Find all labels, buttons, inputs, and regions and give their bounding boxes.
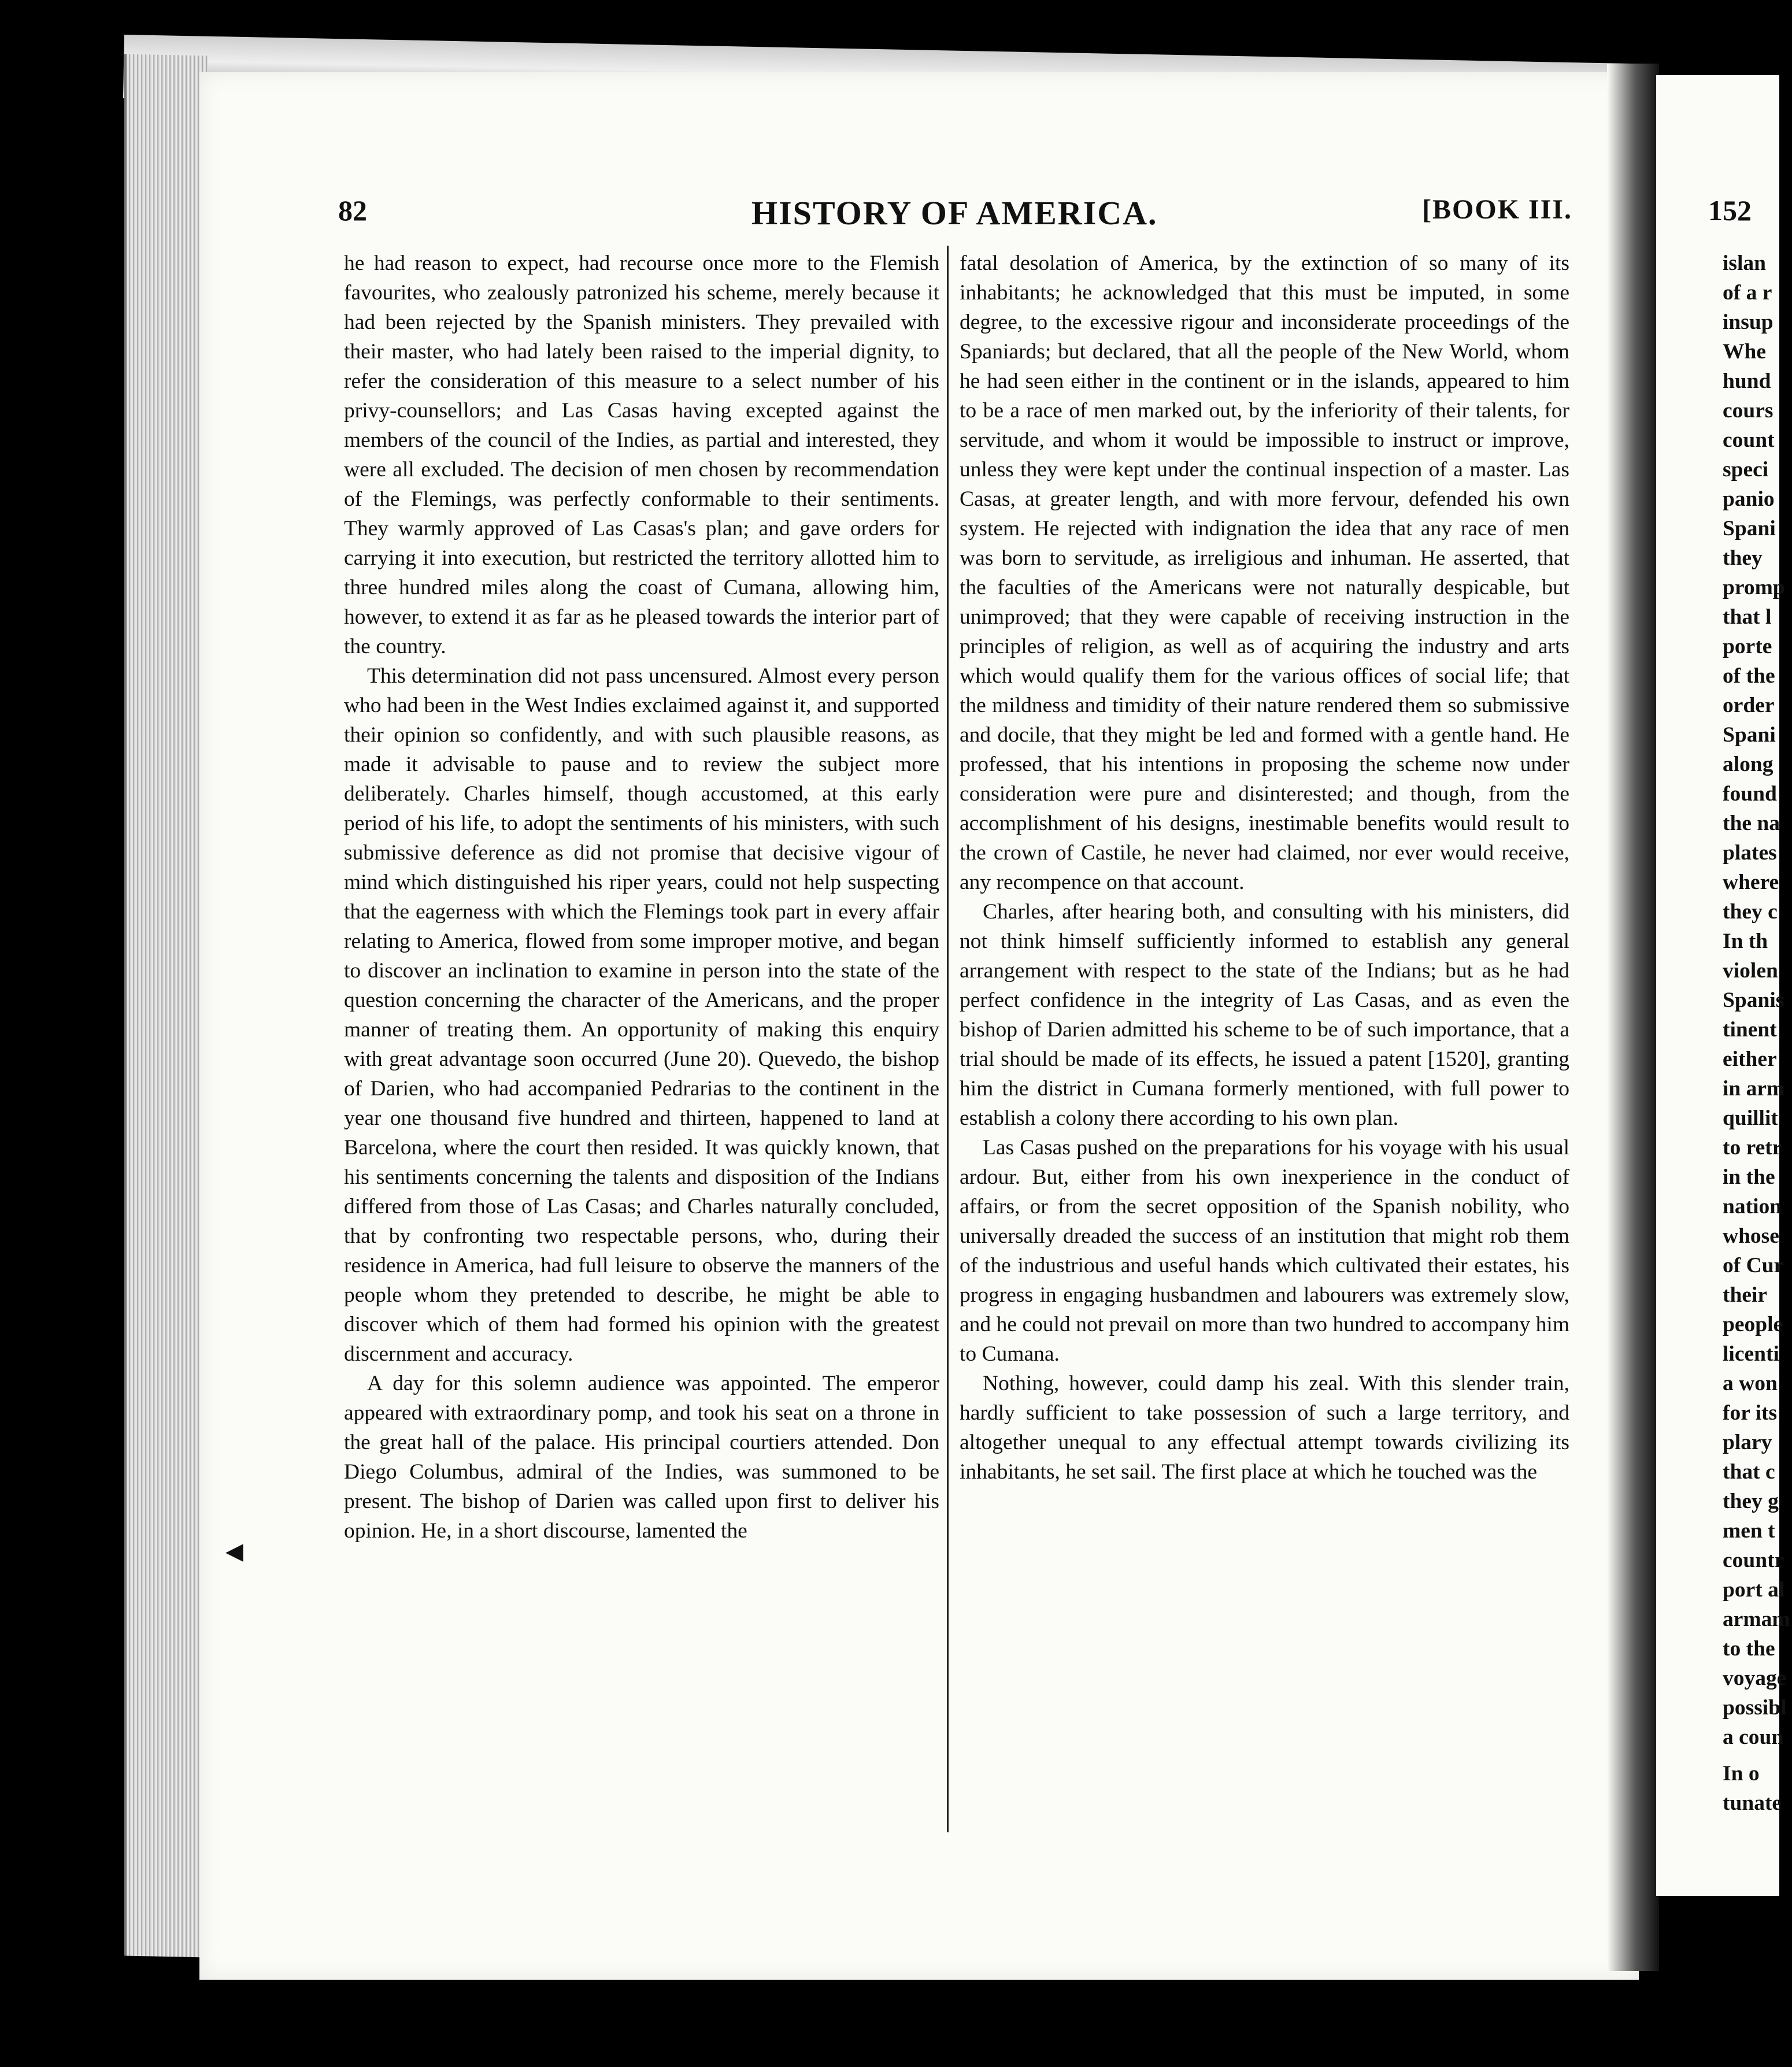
adjacent-page-line: voyage bbox=[1723, 1666, 1787, 1690]
adjacent-page-line: in the bbox=[1723, 1165, 1775, 1189]
adjacent-page-line: they c bbox=[1723, 900, 1778, 924]
adjacent-page-line: violen bbox=[1723, 959, 1778, 983]
paragraph: Las Casas pushed on the preparations for his voyage with his usual ardour. But, either from his own inexperience in the conduct of affairs, or from the secret opposition of the Spanish nobility, who universally dreaded the success of an institution that might rob them of the industrious and useful hands which cultivated their estates, his progress in engaging husbandmen and labourers was extremely slow, and he could not prevail on more than two hundred to accompany him to Cumana. bbox=[960, 1136, 1569, 1366]
right-column bbox=[960, 249, 1569, 1487]
adjacent-page-line: count bbox=[1723, 428, 1775, 452]
adjacent-page-line: of the bbox=[1723, 664, 1775, 688]
adjacent-page-line: promp bbox=[1723, 576, 1785, 599]
adjacent-page-line: of a r bbox=[1723, 281, 1772, 305]
adjacent-page-line: their bbox=[1723, 1283, 1768, 1307]
adjacent-page-line: plates bbox=[1723, 841, 1777, 865]
adjacent-page-line: cours bbox=[1723, 399, 1774, 423]
paragraph: Charles, after hearing both, and consulting with his ministers, did not think himself sufficiently informed to establish any general arrangement with respect to the state of the Indians; but as he had perfect confidence in the integrity of Las Casas, and as even the bishop of Darien admitted his scheme to be of such importance, that a trial should be made of its effects, he issued a patent [1520], granting him the district in Cumana formerly mentioned, with full power to establish a colony there according to his own plan. bbox=[960, 900, 1569, 1130]
adjacent-page-line: to retr bbox=[1723, 1136, 1782, 1160]
running-title: HISTORY OF AMERICA. bbox=[751, 194, 1158, 232]
gutter-shadow bbox=[1607, 64, 1659, 1971]
adjacent-page-line: porte bbox=[1723, 635, 1772, 658]
book-page-edges-left bbox=[124, 54, 208, 1957]
adjacent-page-line: tinent bbox=[1723, 1018, 1777, 1042]
column-rule bbox=[947, 246, 949, 1832]
adjacent-page-line: along bbox=[1723, 753, 1774, 776]
adjacent-page-line: nation bbox=[1723, 1195, 1782, 1218]
paragraph: fatal desolation of America, by the extinction of so many of its inhabitants; he acknowledged that this must be imputed, in some degree, to the excessive rigour and inconsiderate proceedings of the Spaniards; but declared, that all the people of the New World, whom he had seen either in the continent or in the islands, appeared to him to be a race of men marked out, by the inferiority of their talents, for servitude, and whom it would be impossible to instruct or improve, unless they were kept under the continual inspection of a master. Las Casas, at greater length, and with more fervour, defended his own system. He rejected with indignation the idea that any race of men was born to servitude, as irreligious and inhuman. He asserted, that the faculties of the Americans were not naturally despicable, but unimproved; that they were capable of receiving instruction in the principles of religion, as well as of acquiring the industry and arts which would qualify them for the various offices of social life; that the mildness and timidity of their nature rendered them so submissive and docile, that they might be led and formed with a gentle hand. He professed, that his intentions in proposing the scheme now under consideration were pure and disinterested; and though, from the accomplishment of his designs, inestimable benefits would result to the crown of Castile, he never had claimed, nor ever would receive, any recompence on that account. bbox=[960, 251, 1569, 894]
adjacent-page-line: In th bbox=[1723, 929, 1768, 953]
page-number: 82 bbox=[338, 194, 367, 227]
adjacent-page-line: port al bbox=[1723, 1578, 1785, 1602]
adjacent-page-line: found bbox=[1723, 782, 1777, 806]
adjacent-page-line: that l bbox=[1723, 605, 1772, 629]
paragraph: This determination did not pass uncensured. Almost every person who had been in the West Indies exclaimed against it, and supported their opinion so confidently, and with such plausible reasons, as made it advisable to pause and to review the subject more deliberately. Charles himself, though accustomed, at this early period of his life, to adopt the sentiments of his ministers, with such submissive deference as did not promise that decisive vigour of mind which distinguished his riper years, could not help suspecting that the eagerness with which the Flemings took part in every affair relating to America, flowed from some improper motive, and began to discover an inclination to examine in person into the state of the question concerning the character of the Americans, and the proper manner of treating them. An opportunity of making this enquiry with great advantage soon occurred (June 20). Quevedo, the bishop of Darien, who had accompanied Pedrarias to the continent in the year one thousand five hundred and thirteen, happened to land at Barcelona, where the court then resided. It was quickly known, that his sentiments concerning the talents and disposition of the Indians differed from those of Las Casas; and Charles naturally concluded, that by confronting two respectable persons, who, during their residence in America, had full leisure to observe the manners of the people whom they pretended to describe, he might be able to discover which of them had formed his opinion with the greatest discernment and accuracy. bbox=[344, 664, 939, 1366]
adjacent-page-line: speci bbox=[1723, 458, 1769, 481]
adjacent-page-line: where bbox=[1723, 870, 1779, 894]
adjacent-page-text bbox=[1723, 249, 1792, 1818]
adjacent-page-number: 152 bbox=[1708, 194, 1752, 227]
adjacent-page-line: Whe bbox=[1723, 340, 1766, 364]
adjacent-page-line: of Cur bbox=[1723, 1254, 1784, 1277]
paragraph: he had reason to expect, had recourse once more to the Flemish favourites, who zealously patronized his scheme, merely because it had been rejected by the Spanish ministers. They prevailed with their master, who had lately been raised to the imperial dignity, to refer the consideration of this measure to a select number of his privy-counsellors; and Las Casas having excepted against the members of the council of the Indies, as partial and interested, they were all excluded. The decision of men chosen by recommendation of the Flemings, was perfectly conformable to their sentiments. They warmly approved of Las Casas's plan; and gave orders for carrying it into execution, but restricted the territory allotted him to three hundred miles along the coast of Cumana, allowing him, however, to extend it as far as he pleased towards the interior part of the country. bbox=[344, 251, 939, 658]
adjacent-page-line: to the bbox=[1723, 1637, 1775, 1661]
adjacent-page-line: plary bbox=[1723, 1431, 1772, 1454]
adjacent-page-line: a won bbox=[1723, 1372, 1778, 1395]
adjacent-page-line: Spani bbox=[1723, 723, 1776, 747]
margin-mark: ◀ bbox=[225, 1538, 243, 1564]
adjacent-page-line: countr bbox=[1723, 1549, 1784, 1572]
adjacent-page-line: men t bbox=[1723, 1519, 1775, 1543]
left-column bbox=[344, 249, 939, 1546]
adjacent-page-line: that c bbox=[1723, 1460, 1775, 1484]
adjacent-page-line: order bbox=[1723, 694, 1775, 717]
adjacent-page-line: Spanis bbox=[1723, 988, 1784, 1012]
adjacent-page-line: they g bbox=[1723, 1490, 1779, 1513]
adjacent-page-line: panio bbox=[1723, 487, 1775, 511]
adjacent-page-line: a coun bbox=[1723, 1725, 1784, 1749]
adjacent-page-line: hund bbox=[1723, 369, 1771, 393]
adjacent-page-line: licenti bbox=[1723, 1342, 1779, 1366]
adjacent-page-line: they bbox=[1723, 546, 1763, 570]
paragraph: A day for this solemn audience was appointed. The emperor appeared with extraordinary pomp, and took his seat on a throne in the great hall of the palace. His principal courtiers attended. Don Diego Columbus, admiral of the Indies, was summoned to be present. The bishop of Darien was called upon first to deliver his opinion. He, in a short discourse, lamented the bbox=[344, 1372, 939, 1543]
book-label: [BOOK III. bbox=[1422, 194, 1573, 225]
adjacent-page-line: tunate bbox=[1723, 1791, 1782, 1815]
adjacent-page-line: armam bbox=[1723, 1607, 1790, 1631]
adjacent-page-line: whose bbox=[1723, 1224, 1779, 1248]
adjacent-page-line: insup bbox=[1723, 310, 1774, 334]
adjacent-page-line: quillit bbox=[1723, 1106, 1778, 1130]
adjacent-page-line: islan bbox=[1723, 251, 1767, 275]
adjacent-page-line: in arm bbox=[1723, 1077, 1785, 1101]
adjacent-page-line: Spani bbox=[1723, 517, 1776, 540]
adjacent-page-line: possibl bbox=[1723, 1696, 1787, 1720]
adjacent-page-line: people bbox=[1723, 1313, 1783, 1336]
adjacent-page-line: In o bbox=[1723, 1762, 1760, 1786]
adjacent-page-line: either bbox=[1723, 1047, 1777, 1071]
adjacent-page-line: for its bbox=[1723, 1401, 1778, 1425]
adjacent-page-line: the na bbox=[1723, 812, 1780, 835]
paragraph: Nothing, however, could damp his zeal. With this slender train, hardly sufficient to take possession of such a large territory, and altogether unequal to any effectual attempt towards civilizing its inhabitants, he set sail. The first place at which he touched was the bbox=[960, 1372, 1569, 1484]
